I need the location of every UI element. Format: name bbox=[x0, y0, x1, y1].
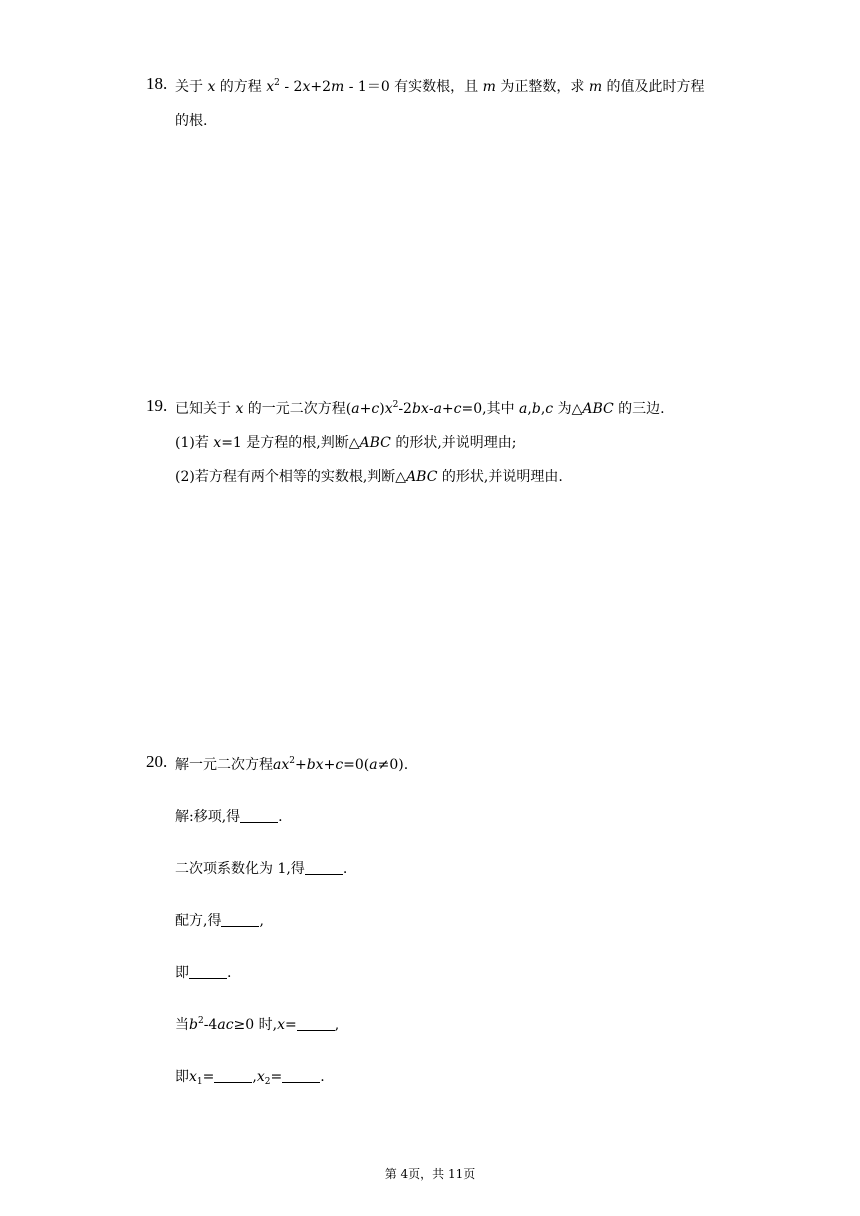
solution-step-move-terms: 解:移项,得 . bbox=[175, 809, 283, 825]
question-number: 20. bbox=[146, 752, 168, 771]
question-number: 18. bbox=[146, 74, 168, 93]
question-number: 19. bbox=[146, 396, 168, 415]
answer-blank[interactable] bbox=[305, 873, 343, 875]
question-text-line: 的根. bbox=[175, 113, 208, 129]
page-footer: 第 4页，共 11页 bbox=[384, 1167, 476, 1181]
answer-blank[interactable] bbox=[189, 977, 227, 979]
answer-blank[interactable] bbox=[240, 821, 278, 823]
answer-blank[interactable] bbox=[282, 1081, 320, 1083]
question-text-line: 解一元二次方程$ax^2+bx+c=0(a\ne 0)$. bbox=[175, 756, 409, 773]
solution-step-discriminant: 当$b^2-4ac\ge 0$ 时,x= , bbox=[175, 1016, 340, 1033]
sub-question-2: (2)若方程有两个相等的实数根,判断△ABC 的形状,并说明理由. bbox=[175, 469, 563, 485]
solution-step-equivalently: 即 . bbox=[175, 965, 232, 981]
solution-step-complete-square: 配方,得 , bbox=[175, 913, 264, 929]
answer-blank[interactable] bbox=[297, 1029, 335, 1031]
question-text-line: 关于 x 的方程 $x^2$ ‑ 2x+2m ‑ 1＝0 有实数根，且 m 为正整数，求 m 的值及此时方程 bbox=[175, 78, 705, 95]
solution-step-normalize: 二次项系数化为 1,得 . bbox=[175, 861, 348, 877]
answer-blank[interactable] bbox=[221, 925, 259, 927]
question-text-line: 已知关于 x 的一元二次方程$(a+c)x^2-2bx-a+c=0$,其中 a,b,c 为△ABC 的三边. bbox=[175, 400, 665, 417]
sub-question-1: (1)若 x=1 是方程的根,判断△ABC 的形状,并说明理由; bbox=[175, 435, 517, 451]
answer-blank[interactable] bbox=[214, 1081, 252, 1083]
solution-step-roots: 即$x_1= ,x_2=$ . bbox=[175, 1069, 325, 1087]
